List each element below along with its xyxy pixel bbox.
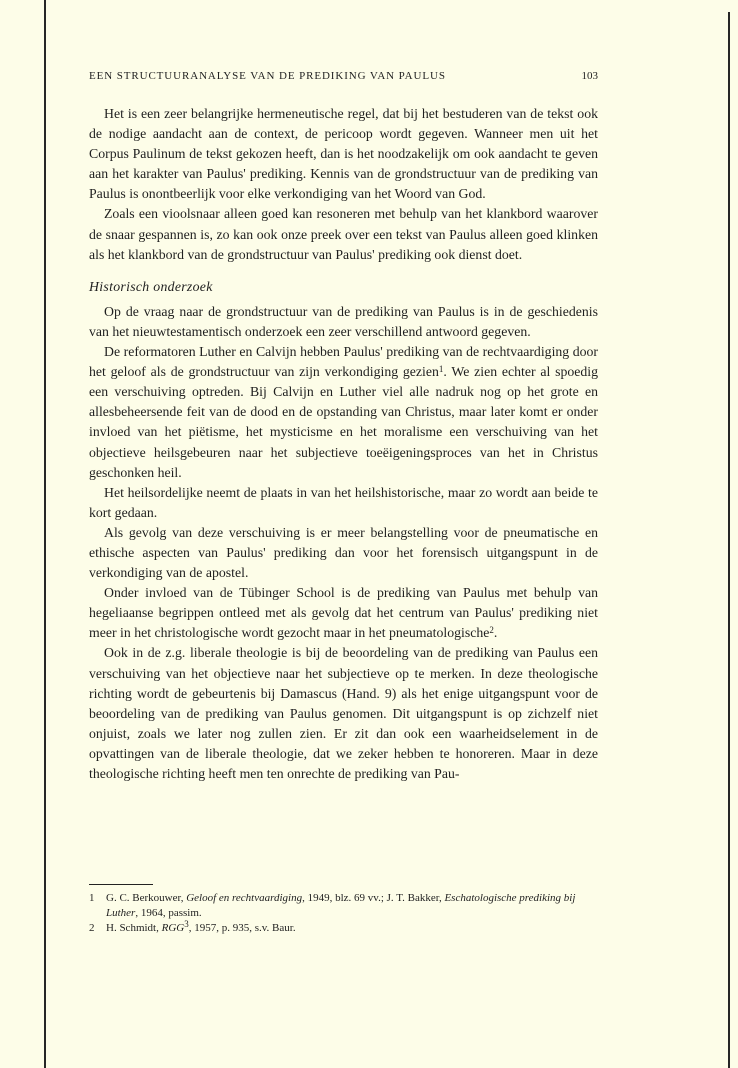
paragraph-6: Als gevolg van deze verschuiving is er meer belangstelling voor de pneumatische en ethische aspecten van Paulus' prediking dan voor het forensisch uitgangspunt in de verkondiging van de apostel. [89, 524, 598, 581]
footnote-rule [89, 884, 153, 885]
footnote-text: G. C. Berkouwer, [106, 892, 187, 904]
paragraph-8: Ook in de z.g. liberale theologie is bij de beoordeling van de prediking van Paulus een verschuiving van het objectieve naar het subjectieve op te merken. In deze theologische richting wordt de gebeurtenis bij Damascus (Hand. 9) als het enige uitgangspunt voor de beoordeling van de prediking van Paulus genomen. Dit uitgangspunt is op zichzelf niet onjuist, zoals we later nog zullen zien. Er zit dan ook een waarheidselement in de opvattingen van de liberale theologie, dat we zeker hebben te honoreren. Maar in deze theologische richting heeft men ten onrechte de prediking van Pau- [89, 645, 598, 781]
section-heading: Historisch onderzoek [89, 278, 213, 294]
paragraph-5: Het heilsordelijke neemt de plaats in van het heilshistorische, maar zo wordt aan beide te kort gedaan. [89, 484, 598, 520]
footnote-edition: 3 [184, 919, 189, 929]
running-header [89, 70, 598, 82]
paragraph-4-text-a: De reformatoren Luther en Calvijn hebben Paulus' prediking van de rechtvaardiging door het geloof als de grondstructuur van zijn verkondiging gezien [89, 344, 598, 380]
footnote-text: H. Schmidt, [106, 922, 162, 934]
footnote-1 [89, 891, 598, 921]
footnote-text: , 1957, p. 935, s.v. Baur. [188, 922, 296, 934]
paragraph-7-text-b: . [493, 625, 498, 641]
footnote-title: Eschatologische prediking bij Luther [106, 892, 576, 919]
body-text [89, 104, 598, 784]
footnote-ref-2: 2 [489, 625, 494, 636]
footnote-number: 1 [89, 892, 95, 904]
footnote-ref-1: 1 [438, 364, 444, 375]
paragraph-4-text-b: . We zien echter al spoedig een verschuiving optreden. Bij Calvijn en Luther viel alle nadruk nog op het grote en allesbeheersende feit van de dood en de opstanding van Christus, maar later komt er onder invloed van het piëtisme, het mysticisme en het moralisme een verschuiving van het objectieve heilsgebeuren naar het subjectieve toeëigeningsproces van het in Christus geschonken heil. [89, 364, 598, 480]
paragraph-1: Het is een zeer belangrijke hermeneutische regel, dat bij het bestuderen van de tekst ook de nodige aandacht aan de context, de pericoop wordt gegeven. Wanneer men uit het Corpus Paulinum de tekst gekozen heeft, dan is het noodzakelijk om ook aandacht te geven aan het karakter van Paulus' prediking. Kennis van de grondstructuur van de prediking van Paulus is onontbeerlijk voor elke verkondiging van het Woord van God. [89, 106, 598, 202]
footnote-title: Geloof en rechtvaardiging [186, 892, 303, 904]
running-title: EEN STRUCTUURANALYSE VAN DE PREDIKING VAN PAULUS [89, 70, 446, 82]
paragraph-2: Zoals een vioolsnaar alleen goed kan resoneren met behulp van het klankbord waarover de snaar gespannen is, zo kan ook onze preek over een tekst van Paulus alleen goed klinken als het klankbord van de grondstructuur van Paulus' prediking ook dienst doet. [89, 206, 598, 262]
scan-right-edge [728, 12, 730, 1068]
paragraph-7 [89, 583, 598, 643]
footnotes [89, 884, 598, 936]
footnote-text: , 1949, blz. 69 vv.; J. T. Bakker, [302, 892, 445, 904]
page-number: 103 [581, 70, 598, 82]
footnote-2 [89, 921, 598, 936]
paragraph-4 [89, 342, 598, 483]
footnote-number: 2 [89, 922, 95, 934]
scan-left-edge [44, 0, 46, 1068]
paragraph-3: Op de vraag naar de grondstructuur van de prediking van Paulus is in de geschiedenis van het nieuwtestamentisch onderzoek een zeer verschillend antwoord gegeven. [89, 303, 598, 339]
footnote-title: RGG [161, 922, 185, 934]
footnote-text: , 1964, passim. [135, 907, 202, 919]
paragraph-7-text-a: Onder invloed van de Tübinger School is de prediking van Paulus met behulp van hegeliaanse begrippen ontleed met als gevolg dat het centrum van Paulus' prediking niet meer in het christologische wordt gezocht maar in het pneumatologische [89, 585, 598, 641]
